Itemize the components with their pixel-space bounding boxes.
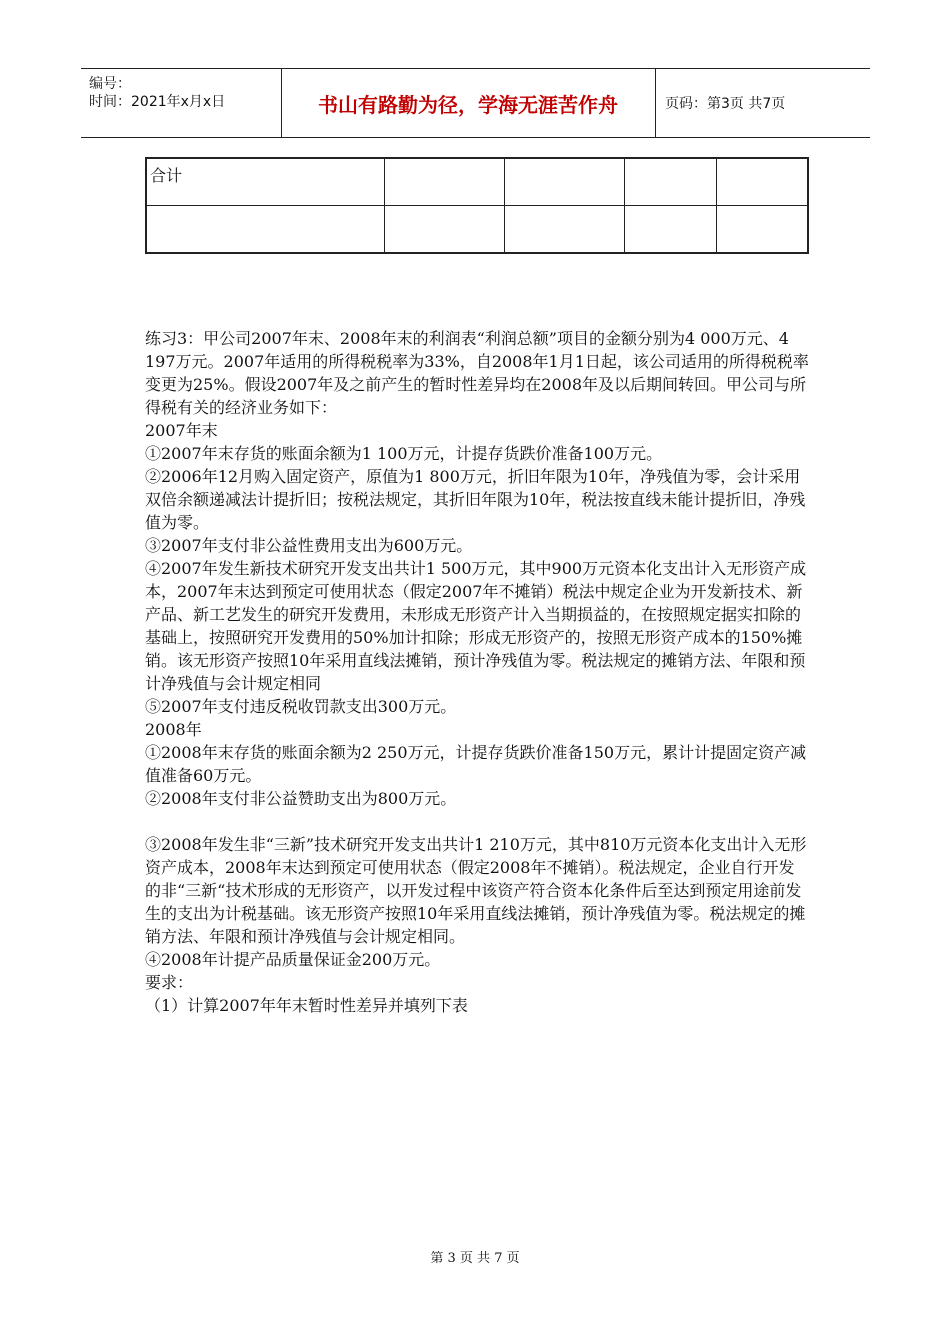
paragraph: ⑤2007年支付违反税收罚款支出300万元。 xyxy=(145,697,457,716)
table-cell xyxy=(504,206,624,254)
paragraph: ③2008年发生非“三新”技术研究开发支出共计1 210万元，其中810万元资本化支出计入无形资产成本，2008年末达到预定可使用状态（假定2008年不摊销）。税法规定，企业自行开发的非“三新“技术形成的无形资产，以开发过程中该资产符合资本化条件后至达到预定用途前发生的支出为计税基础。该无形资产按照10年采用直线法摊销，预计净残值为零。税法规定的摊销方法、年限和预计净残值与会计规定相同。 xyxy=(145,835,807,946)
paragraph: ④2008年计提产品质量保证金200万元。 xyxy=(145,950,441,969)
paragraph: ①2007年末存货的账面余额为1 100万元，计提存货跌价准备100万元。 xyxy=(145,444,663,463)
table-cell: 合计 xyxy=(146,158,384,206)
header-page-info: 页码：第3页 共7页 xyxy=(665,96,786,112)
requirement-item: （1）计算2007年年末暂时性差异并填列下表 xyxy=(145,996,468,1015)
table-cell xyxy=(624,206,716,254)
paragraph: ②2006年12月购入固定资产，原值为1 800万元，折旧年限为10年，净残值为零，会计采用双倍余额递减法计提折旧；按税法规定，其折旧年限为10年，税法按直线未能计提折旧，净残值为零。 xyxy=(145,467,806,532)
header-motto: 书山有路勤为径，学海无涯苦作舟 xyxy=(281,69,656,137)
table-cell xyxy=(384,206,504,254)
paragraph: ②2008年支付非公益赞助支出为800万元。 xyxy=(145,789,457,808)
table-cell xyxy=(716,206,808,254)
header-left-cell xyxy=(81,69,282,137)
exercise-text xyxy=(145,327,810,1017)
table-cell xyxy=(716,158,808,206)
paragraph: 练习3：甲公司2007年末、2008年末的利润表“利润总额”项目的金额分别为4 000万元、4 197万元。2007年适用的所得税税率为33%，自2008年1月1日起，该公司适用的所得税税率变更为25%。假设2007年及之前产生的暂时性差异均在2008年及以后期间转回。甲公司与所得税有关的经济业务如下： xyxy=(145,329,809,417)
paragraph: ④2007年发生新技术研究开发支出共计1 500万元，其中900万元资本化支出计入无形资产成本，2007年末达到预定可使用状态（假定2007年不摊销）税法中规定企业为开发新技术、新产品、新工艺发生的研究开发费用，未形成无形资产计入当期损益的，在按照规定据实扣除的基础上，按照研究开发费用的50%加计扣除；形成无形资产的，按照无形资产成本的150%摊销。该无形资产按照10年采用直线法摊销，预计净残值为零。税法规定的摊销方法、年限和预计净残值与会计规定相同 xyxy=(145,559,807,693)
table-cell xyxy=(384,158,504,206)
paragraph: ③2007年支付非公益性费用支出为600万元。 xyxy=(145,536,473,555)
section-heading: 2007年末 xyxy=(145,421,218,440)
paragraph: ①2008年末存货的账面余额为2 250万元，计提存货跌价准备150万元，累计计提固定资产减值准备60万元。 xyxy=(145,743,807,785)
table-cell xyxy=(504,158,624,206)
table-cell xyxy=(146,206,384,254)
requirements-label: 要求： xyxy=(145,973,194,992)
document-date: 时间：2021年x月x日 xyxy=(89,94,226,110)
table-cell xyxy=(624,158,716,206)
page-header xyxy=(81,68,870,138)
section-heading: 2008年 xyxy=(145,720,202,739)
table-row xyxy=(146,158,808,206)
table-row xyxy=(146,206,808,254)
page-footer: 第 3 页 共 7 页 xyxy=(430,1251,520,1266)
document-code-label: 编号： xyxy=(89,76,131,92)
summary-table xyxy=(145,157,809,254)
